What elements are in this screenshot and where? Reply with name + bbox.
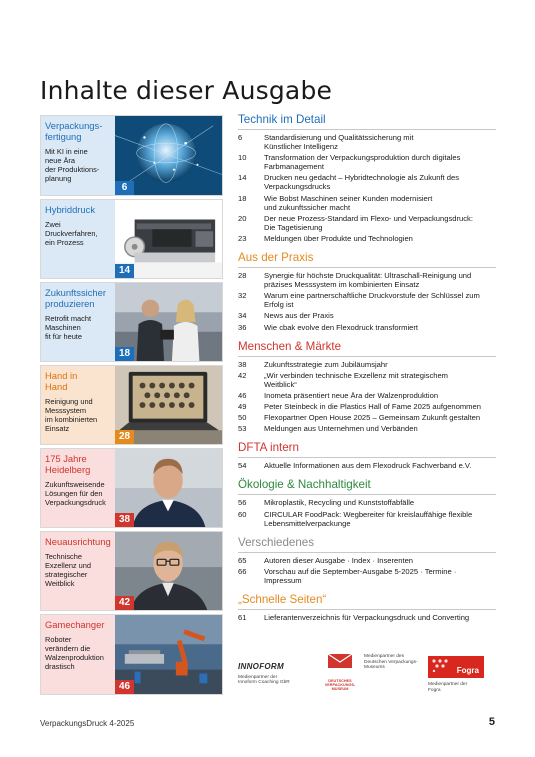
entry-page: 46 xyxy=(238,390,247,400)
teaser-subtitle: Zwei Druckverfahren, ein Prozess xyxy=(45,220,98,247)
page-title: Inhalte dieser Ausgabe xyxy=(40,76,333,105)
fogra-caption: Medienpartner der Fogra xyxy=(428,682,468,693)
innoform-logo: INNOFORM xyxy=(238,662,284,671)
entry-page: 10 xyxy=(238,153,247,163)
toc-entry[interactable] xyxy=(238,271,496,289)
toc-section xyxy=(238,593,496,622)
teaser-subtitle: Zukunftsweisende Lösungen für den Verpackungsdruck xyxy=(45,480,106,507)
entry-text: Flexopartner Open House 2025 – Gemeinsam Zukunft gestalten xyxy=(264,413,481,423)
section-title: Ökologie & Nachhaltigkeit xyxy=(238,478,371,492)
museum-logo xyxy=(320,652,360,691)
entry-page: 50 xyxy=(238,413,247,423)
entry-text: „Wir verbinden technische Exzellenz mit strategischem Weitblick“ xyxy=(264,370,449,389)
toc-entry[interactable] xyxy=(238,510,496,528)
entry-page: 23 xyxy=(238,233,247,243)
entry-text: Zukunftsstrategie zum Jubiläumsjahr xyxy=(264,359,388,369)
teaser-card[interactable] xyxy=(40,365,223,445)
entry-text: Warum eine partnerschaftliche Druckvorstufe der Schlüssel zum Erfolg ist xyxy=(264,291,480,310)
toc-entry[interactable] xyxy=(238,360,496,369)
teaser-text-box xyxy=(41,366,115,444)
entry-text: Standardisierung und Qualitätssicherung mit Künstlicher Intelligenz xyxy=(264,133,414,151)
teaser-page-number: 14 xyxy=(115,264,134,278)
teaser-card[interactable] xyxy=(40,115,223,196)
section-divider xyxy=(238,552,496,553)
teaser-subtitle: Roboter verändern die Walzenproduktion drastisch xyxy=(45,635,104,671)
entry-page: 34 xyxy=(238,311,247,321)
toc-entry[interactable] xyxy=(238,413,496,422)
toc-section xyxy=(238,478,496,527)
toc-entry[interactable] xyxy=(238,371,496,389)
section-divider xyxy=(238,609,496,610)
fogra-partner xyxy=(428,656,484,693)
toc-entry[interactable] xyxy=(238,461,496,470)
entry-text: Meldungen über Produkte und Technologien xyxy=(264,233,413,243)
section-divider xyxy=(238,494,496,495)
section-title: „Schnelle Seiten“ xyxy=(238,592,327,606)
section-divider xyxy=(238,129,496,130)
entry-page: 60 xyxy=(238,509,247,519)
entry-page: 18 xyxy=(238,193,247,203)
teaser-title: Hybriddruck xyxy=(45,204,96,215)
teaser-text-box xyxy=(41,532,115,610)
entry-text: Peter Steinbeck in die Plastics Hall of Fame 2025 aufgenommen xyxy=(264,402,481,412)
toc-entry[interactable] xyxy=(238,424,496,433)
entry-text: Mikroplastik, Recycling und Kunststoffabfälle xyxy=(264,498,415,508)
toc-entry[interactable] xyxy=(238,133,496,151)
entry-page: 61 xyxy=(238,612,247,622)
teaser-subtitle: Mit KI in eine neue Ära der Produktions- planung xyxy=(45,147,100,183)
fogra-logo-text: Fogra xyxy=(456,666,479,675)
toc-section xyxy=(238,536,496,585)
teaser-text-box xyxy=(41,449,115,527)
entry-page: 14 xyxy=(238,173,247,183)
toc-entry[interactable] xyxy=(238,234,496,243)
teaser-title: Neuausrichtung xyxy=(45,536,111,547)
entry-page: 38 xyxy=(238,359,247,369)
toc-entry[interactable] xyxy=(238,291,496,309)
section-divider xyxy=(238,356,496,357)
entry-page: 20 xyxy=(238,213,247,223)
entry-page: 28 xyxy=(238,270,247,280)
toc-section xyxy=(238,251,496,332)
entry-text: Aktuelle Informationen aus dem Flexodruck Fachverband e.V. xyxy=(264,461,472,471)
teaser-title: Hand in Hand xyxy=(45,370,78,392)
museum-logo-text: DEUTSCHES VERPACKUNGS- MUSEUM xyxy=(324,678,356,691)
entry-page: 32 xyxy=(238,291,247,301)
teaser-text-box xyxy=(41,615,115,694)
entry-page: 36 xyxy=(238,322,247,332)
section-title: Technik im Detail xyxy=(238,113,326,126)
teaser-page-number: 18 xyxy=(115,347,134,361)
entry-text: Der neue Prozess-Standard im Flexo- und Verpackungsdruck: Die Tagetisierung xyxy=(264,213,473,232)
toc-section xyxy=(238,441,496,470)
museum-partner xyxy=(320,652,418,691)
toc-entry[interactable] xyxy=(238,214,496,232)
teaser-page-number: 6 xyxy=(115,181,134,195)
toc-entry[interactable] xyxy=(238,613,496,622)
museum-caption: Medienpartner des Deutschen Verpackungs- Museums xyxy=(364,654,418,671)
entry-text: News aus der Praxis xyxy=(264,311,334,321)
teaser-card[interactable] xyxy=(40,199,223,279)
teaser-page-number: 42 xyxy=(115,596,134,610)
teaser-page-number: 46 xyxy=(115,680,134,694)
entry-page: 54 xyxy=(238,461,247,471)
entry-page: 49 xyxy=(238,402,247,412)
teaser-subtitle: Retrofit macht Maschinen fit für heute xyxy=(45,314,92,341)
teaser-card[interactable] xyxy=(40,282,223,362)
entry-text: Vorschau auf die September-Ausgabe 5-2025 · Termine · Impressum xyxy=(264,566,457,585)
section-divider xyxy=(238,267,496,268)
entry-page: 6 xyxy=(238,133,243,142)
toc-entry[interactable] xyxy=(238,311,496,320)
teaser-subtitle: Technische Exzellenz und strategischer Weitblick xyxy=(45,552,92,588)
toc-section xyxy=(238,113,496,243)
entry-text: Meldungen aus Unternehmen und Verbänden xyxy=(264,424,418,434)
toc-section xyxy=(238,340,496,434)
entry-text: Autoren dieser Ausgabe · Index · Inserenten xyxy=(264,555,414,565)
entry-text: CIRCULAR FoodPack: Wegbereiter für kreislauffähige flexible Lebensmittelverpackunge xyxy=(264,509,473,528)
teaser-subtitle: Reinigung und Messsystem im kombinierten Einsatz xyxy=(45,397,98,433)
entry-page: 65 xyxy=(238,555,247,565)
toc-entry[interactable] xyxy=(238,323,496,332)
entry-text: Wie cbak evolve den Flexodruck transformiert xyxy=(264,322,419,332)
toc-entry[interactable] xyxy=(238,153,496,171)
teaser-title: 175 Jahre Heidelberg xyxy=(45,453,91,475)
section-title: DFTA intern xyxy=(238,441,299,455)
teaser-card[interactable] xyxy=(40,531,223,611)
teaser-title: Gamechanger xyxy=(45,619,105,630)
toc-entry[interactable] xyxy=(238,556,496,565)
teaser-page-number: 38 xyxy=(115,513,134,527)
entry-text: Drucken neu gedacht – Hybridtechnologie als Zukunft des Verpackungsdrucks xyxy=(264,173,460,192)
fogra-logo xyxy=(428,656,484,678)
teaser-text-box xyxy=(41,116,115,195)
toc-entry[interactable] xyxy=(238,498,496,507)
teaser-card[interactable] xyxy=(40,614,223,695)
section-title: Verschiedenes xyxy=(238,535,315,549)
teaser-text-box xyxy=(41,200,115,278)
fogra-dots-icon xyxy=(431,658,455,672)
innoform-partner xyxy=(238,664,290,686)
teaser-title: Zukunftssicher produzieren xyxy=(45,287,106,309)
entry-text: Synergie für höchste Druckqualität: Ultraschall-Reinigung und präzises Messsystem im kombinierten Einsatz xyxy=(264,270,472,289)
toc-entry[interactable] xyxy=(238,402,496,411)
section-title: Aus der Praxis xyxy=(238,250,314,264)
footer-page-number: 5 xyxy=(488,716,495,728)
entry-text: Transformation der Verpackungsproduktion durch digitales Farbmanagement xyxy=(264,153,461,172)
toc-entry[interactable] xyxy=(238,194,496,212)
toc-entry[interactable] xyxy=(238,391,496,400)
teaser-text-box xyxy=(41,283,115,361)
museum-logo-graphic xyxy=(320,652,360,676)
toc-entry[interactable] xyxy=(238,567,496,585)
section-title: Menschen & Märkte xyxy=(238,339,342,353)
toc-entry[interactable] xyxy=(238,173,496,191)
entry-page: 66 xyxy=(238,566,247,576)
entry-text: Wie Bobst Maschinen seiner Kunden modernisiert und zukunftssicher macht xyxy=(264,193,433,212)
footer-publication: VerpackungsDruck 4-2025 xyxy=(40,719,135,728)
teaser-title: Verpackungs- fertigung xyxy=(45,120,103,142)
entry-page: 42 xyxy=(238,370,247,380)
innoform-caption: Medienpartner der Innoform Coaching GbR xyxy=(238,674,290,686)
table-of-contents xyxy=(238,113,496,630)
teaser-page-number: 28 xyxy=(115,430,134,444)
section-divider xyxy=(238,457,496,458)
entry-page: 53 xyxy=(238,424,247,434)
entry-page: 56 xyxy=(238,498,247,508)
teaser-card[interactable] xyxy=(40,448,223,528)
entry-text: Inometa präsentiert neue Ära der Walzenproduktion xyxy=(264,390,439,400)
entry-text: Lieferantenverzeichnis für Verpackungsdruck und Converting xyxy=(264,612,470,622)
